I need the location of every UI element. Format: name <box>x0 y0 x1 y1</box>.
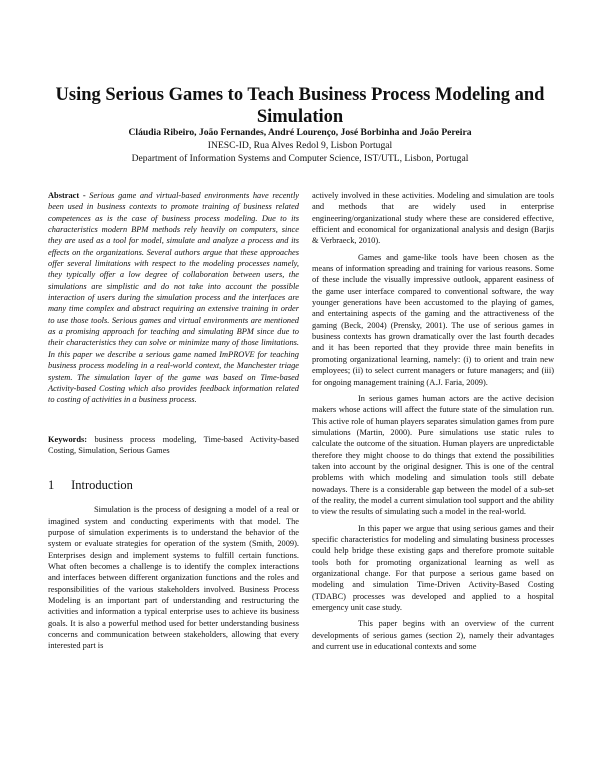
author-block <box>40 126 560 165</box>
paper-title: Using Serious Games to Teach Business Process Modeling and Simulation <box>55 85 545 128</box>
abstract <box>48 190 299 406</box>
keywords <box>48 434 299 457</box>
body-paragraph: This paper begins with an overview of the current developments of serious games (section 2), namely their advantages and current use in educational contexts and some <box>312 619 554 652</box>
affiliation-1: INESC-ID, Rua Alves Redol 9, Lisbon Portugal <box>207 140 393 151</box>
section-number: 1 <box>48 478 55 493</box>
body-paragraph: Simulation is the process of designing a model of a real or imagined system and conducting experiments with that model. The purpose of simulation experiments is to understand the behavior of the system or evaluate strategies for operation of the system (Smith, 2009). Enterprises design and implement systems to fulfill certain functions. What often becomes a challenge is to identify the complex interactions and interfaces between different organization functions and the roles and responsibilities of the various stakeholders involved. Business Process Modeling is an important part of understanding and restructuring the activities and information a typical enterprise uses to achieve its business goals. It is also a powerful method used for better understanding business concerns and communication between stakeholders, allowing that every interested part is <box>48 505 299 651</box>
section-heading <box>48 478 299 492</box>
right-column <box>312 190 554 652</box>
author-names: Cláudia Ribeiro, João Fernandes, André Lourenço, José Borbinha and João Pereira <box>128 127 472 138</box>
body-paragraph: In serious games human actors are the active decision makers whose actions will affect the future state of the simulation run. This active role of human players separates simulation games from pure simulations (Martin, 2000). Pure simulations use static rules to calculate the outcome of the situation. Human players are unpredictable therefore they might choose to do things that extend the possibilities taken into account by the original designer. This is one of the central problems with which modeling and simulation tools still debate nowadays. There is a considerable gap between the model of a sub-set of the reality, the model a current simulation tool support and the ability to view the results of simulating such a model in the real-world. <box>312 393 554 517</box>
left-column <box>48 190 299 652</box>
section-title: Introduction <box>71 478 133 493</box>
abstract-label: Abstract - <box>48 191 86 200</box>
body-paragraph: In this paper we argue that using serious games and their specific characteristics for modeling and simulating business processes could help bridge these existing gaps and therefore promote suitable tools both for promoting organizational learning as well as organizational change. For that purpose a serious game based on modeling and simulation Time-Driven Activity-Based Costing (TDABC) processes was developed and applied to a hospital emergency unit case study. <box>312 523 554 613</box>
affiliation-2: Department of Information Systems and Computer Science, IST/UTL, Lisbon, Portugal <box>131 153 469 164</box>
body-paragraph: Games and game-like tools have been chosen as the means of information spreading and training for various reasons. Some of these include the visually impressive outlook, apparent easiness of the game user interface compared to conventional software, the way younger generations have been accustomed to the playing of games, and entertaining aspects of the gaming and the attractiveness of the gaming (Beck, 2004) (Prensky, 2001). The use of serious games in business contexts has grown dramatically over the last fourth decades and it has been reported that they provide three main benefits in promoting organizational learning, namely: (i) to orient and train new employees; (ii) to select current managers or future managers; and (iii) for ongoing management training (A.J. Faria, 2009). <box>312 252 554 387</box>
body-paragraph: actively involved in these activities. Modeling and simulation are tools and methods that are widely used in enterprise engineering/organizational study where these are considered effective, efficient and economical for organizational analysis and design (Barjis & Verbraeck, 2010). <box>312 191 554 246</box>
abstract-text: Serious game and virtual-based environments have recently been used in business contexts to promote training of business related competences as is the case of business process modeling. Due to its characteristics modern BPM methods rely heavily on computers, since they are used as a tool for model, simulate and analyze a process and its effects on the organizations. Several authors argue that these approaches offer several limitations with respect to the modeling processes namely, they typically offer a low degree of collaboration between users, the simulations are simplistic and do not take into account the possible interaction of users during the simulation process and the interfaces are many time complex and abstract requiring an extensive training in order to use those tools. Serious games and virtual environments are mentioned as a promising approach for teaching and simulating BPM since due to their characteristics they can solve or minimize many of those limitations. In this paper we describe a serious game named ImPROVE for teaching business process modeling in a real-world context, the Manchester triage system. The simulation layer of the game was based on Time-based Activity-based Costing which also provides feedback information related to costing of activities in a business process. <box>48 191 299 405</box>
keywords-text: business process modeling, Time-based Activity-based Costing, Simulation, Serious Games <box>48 434 299 455</box>
keywords-label: Keywords: <box>48 434 88 444</box>
